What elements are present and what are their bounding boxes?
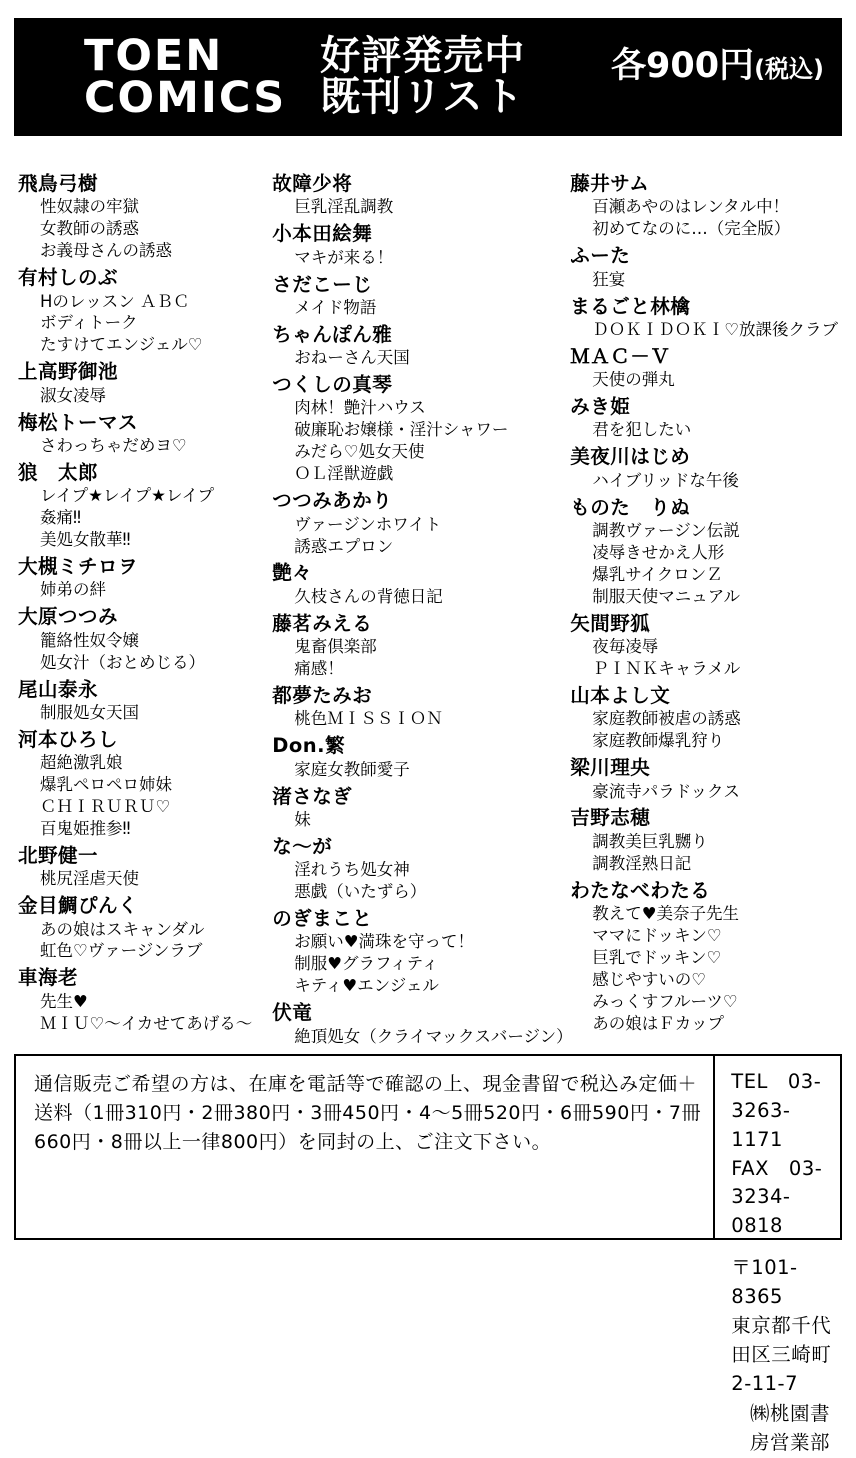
street-address: 東京都千代田区三崎町2-11-7 bbox=[731, 1313, 832, 1395]
book-title: 夜毎凌辱 bbox=[592, 637, 659, 657]
author-name: 故障少将 bbox=[272, 172, 353, 195]
fax-line: FAX 03-3234-0818 bbox=[731, 1156, 823, 1238]
book-title: ＰＩＮＫキャラメル bbox=[592, 659, 741, 678]
author-name: 大槻ミチロヲ bbox=[18, 555, 139, 579]
book-title: 性奴隷の牢獄 bbox=[40, 197, 139, 217]
book-title: レイプ★レイプ★レイプ bbox=[40, 486, 215, 506]
author-name: つつみあかり bbox=[272, 489, 393, 513]
footer-box bbox=[14, 1054, 842, 1455]
book-title: 豪流寺パラドックス bbox=[592, 781, 740, 801]
book-title: 百瀬あやのはレンタル中！ bbox=[592, 197, 790, 217]
book-title: 凌辱きせかえ人形 bbox=[592, 542, 725, 562]
book-title: 久枝さんの背徳日記 bbox=[294, 586, 443, 606]
book-title: 爆乳ペロペロ姉妹 bbox=[40, 775, 172, 795]
catalog-columns bbox=[14, 168, 842, 1046]
book-title: ＭＩＵ♡～イカせてあげる～ bbox=[40, 1013, 253, 1033]
book-title: あの娘はＦカップ bbox=[592, 1013, 725, 1033]
author-name: 藤井サム bbox=[570, 172, 650, 195]
author-name: ふーた bbox=[570, 244, 631, 268]
author-name: つくしの真琴 bbox=[272, 373, 393, 397]
author-name: 藤茗みえる bbox=[272, 611, 373, 635]
brand-line-2: COMICS bbox=[84, 73, 287, 123]
book-title: 肉林！艶汁ハウス bbox=[294, 398, 426, 418]
author-name: 河本ひろし bbox=[18, 727, 119, 751]
price-value: 各900円 bbox=[611, 46, 755, 86]
book-title: 鬼畜倶楽部 bbox=[294, 637, 377, 657]
contact-info bbox=[713, 1056, 840, 1455]
book-title: マキが来る！ bbox=[294, 247, 394, 267]
author-name: 北野健一 bbox=[18, 843, 99, 867]
author-name: わたなべわたる bbox=[570, 878, 711, 902]
book-title: ハイブリッドな午後 bbox=[592, 470, 739, 490]
author-name: な～が bbox=[272, 834, 333, 858]
book-title: ヴァージンホワイト bbox=[294, 514, 442, 534]
postal-code: 〒101-8365 bbox=[731, 1256, 798, 1309]
banner-headline bbox=[286, 33, 526, 120]
author-name: 山本よし文 bbox=[570, 683, 671, 707]
author-name: ちゃんぽん雅 bbox=[272, 322, 393, 346]
author-name: 渚さなぎ bbox=[272, 784, 353, 808]
author-name: 美夜川はじめ bbox=[570, 445, 691, 469]
author-name: Don.繁 bbox=[272, 734, 346, 758]
banner-headline-line-1: 好評発売中 bbox=[320, 33, 526, 80]
book-title: 処女汁（おとめじる） bbox=[40, 652, 205, 672]
catalog-column-1 bbox=[14, 168, 258, 1038]
book-title: 先生♥ bbox=[40, 991, 88, 1011]
book-title: 制服天使マニュアル bbox=[592, 586, 741, 606]
book-title: 籠絡性奴令嬢 bbox=[40, 630, 139, 650]
price-label bbox=[611, 38, 824, 88]
company-name: ㈱桃園書房営業部 bbox=[749, 1402, 830, 1455]
book-title: あの娘はスキャンダル bbox=[40, 919, 205, 939]
book-title: 制服♥グラフィティ bbox=[294, 954, 439, 974]
book-title: 君を犯したい bbox=[592, 420, 692, 440]
author-name: 梁川理央 bbox=[570, 756, 651, 780]
book-title: 感じやすいの♡ bbox=[592, 969, 706, 989]
book-title: 制服処女天国 bbox=[40, 702, 139, 722]
author-name: 車海老 bbox=[18, 966, 79, 990]
book-title: 妹 bbox=[294, 809, 311, 829]
book-title: 淑女凌辱 bbox=[40, 385, 106, 405]
book-title: 虹色♡ヴァージンラブ bbox=[40, 941, 203, 961]
banner-headline-line-2: 既刊リスト bbox=[320, 74, 525, 120]
price-tax-note: (税込) bbox=[754, 55, 824, 83]
book-title: お願い♥満珠を守って！ bbox=[294, 932, 474, 952]
book-title: キティ♥エンジェル bbox=[294, 976, 439, 996]
book-title: 天使の弾丸 bbox=[592, 370, 675, 390]
author-name: 狼 太郎 bbox=[18, 460, 99, 484]
author-name: みき姫 bbox=[570, 395, 631, 419]
book-title: 初めてなのに…（完全版） bbox=[592, 219, 791, 239]
book-title: 巨乳淫乱調教 bbox=[294, 197, 394, 217]
author-name: 有村しのぶ bbox=[18, 266, 119, 290]
book-title: 破廉恥お嬢様・淫汁シャワー bbox=[294, 420, 509, 440]
brand-logo bbox=[14, 30, 287, 123]
book-title: ＯＬ淫獣遊戯 bbox=[294, 464, 394, 484]
mail-order-info: 通信販売ご希望の方は、在庫を電話等で確認の上、現金書留で税込み定価＋送料（1冊310円・2冊380円・3冊450円・4～5冊520円・6冊590円・7冊660円・8冊以上一律800円）を同封の上、ご注文下さい。 bbox=[34, 1073, 701, 1153]
book-title: 教えて♥美奈子先生 bbox=[592, 904, 739, 923]
author-name: ものた りぬ bbox=[570, 495, 691, 519]
book-title: みっくすフルーツ♡ bbox=[592, 991, 738, 1011]
author-name: 矢間野狐 bbox=[570, 611, 651, 635]
book-title: お義母さんの誘惑 bbox=[40, 241, 172, 261]
book-title: ママにドッキン♡ bbox=[592, 925, 722, 945]
book-title: 痛感！ bbox=[294, 659, 344, 678]
book-title: 桃色ＭＩＳＳＩＯＮ bbox=[294, 709, 443, 729]
book-title: 調教ヴァージン伝説 bbox=[592, 520, 740, 540]
flyer-page bbox=[0, 18, 856, 1455]
author-name: 小本田絵舞 bbox=[272, 222, 373, 246]
author-name: 都夢たみお bbox=[272, 683, 373, 707]
telephone-line: TEL 03-3263-1171 bbox=[731, 1070, 822, 1151]
author-name: まるごと林檎 bbox=[570, 294, 691, 318]
catalog-column-3 bbox=[550, 168, 842, 1038]
book-title: 姦痛‼ bbox=[40, 508, 82, 528]
book-title: メイド物語 bbox=[294, 297, 377, 317]
book-title: 調教淫熟日記 bbox=[592, 853, 692, 873]
author-name: 吉野志穂 bbox=[570, 806, 651, 830]
author-name: 飛鳥弓樹 bbox=[18, 172, 99, 195]
header-banner bbox=[14, 18, 842, 136]
author-name: のぎまこと bbox=[272, 907, 373, 930]
book-title: たすけてエンジェル♡ bbox=[40, 335, 203, 355]
book-title: 淫れうち処女神 bbox=[294, 860, 410, 880]
book-title: 悪戯（いたずら） bbox=[294, 882, 427, 902]
author-name: 艶々 bbox=[272, 561, 313, 585]
book-title: 桃尻淫虐天使 bbox=[40, 869, 139, 889]
author-name: 金目鯛ぴんく bbox=[18, 894, 139, 918]
author-name: 上高野御池 bbox=[18, 360, 119, 384]
book-title: 家庭教師被虐の誘惑 bbox=[592, 709, 741, 729]
book-title: 爆乳サイクロンＺ bbox=[592, 564, 723, 584]
book-title: 百鬼姫推参‼ bbox=[40, 818, 131, 838]
book-title: 美処女散華‼ bbox=[40, 530, 131, 550]
book-title: ＤＯＫＩＤＯＫＩ♡放課後クラブ bbox=[592, 319, 838, 339]
author-name: 梅松トーマス bbox=[18, 410, 139, 434]
book-title: さわっちゃだめヨ♡ bbox=[40, 435, 187, 455]
author-name: さだこーじ bbox=[272, 272, 373, 296]
book-title: ＣＨＩＲＵＲＵ♡ bbox=[40, 797, 171, 817]
book-title: 姉弟の絆 bbox=[40, 580, 106, 600]
author-name: 尾山泰永 bbox=[18, 677, 99, 701]
book-title: おねーさん天国 bbox=[294, 348, 410, 368]
book-title: 家庭女教師愛子 bbox=[294, 759, 410, 779]
author-name: ＭＡＣ－Ｖ bbox=[570, 344, 671, 368]
book-title: 女教師の誘惑 bbox=[40, 219, 139, 239]
book-title: みだら♡処女天使 bbox=[294, 442, 425, 462]
brand-line-1: TOEN bbox=[84, 30, 224, 81]
book-title: 狂宴 bbox=[592, 269, 626, 289]
book-title: Hのレッスン ＡＢＣ bbox=[40, 291, 190, 311]
book-title: 巨乳でドッキン♡ bbox=[592, 947, 722, 967]
author-name: 伏竜 bbox=[272, 1001, 313, 1025]
author-name: 大原つつみ bbox=[18, 605, 119, 629]
book-title: 家庭教師爆乳狩り bbox=[592, 731, 725, 751]
catalog-column-2 bbox=[258, 168, 573, 1046]
book-title: 超絶激乳娘 bbox=[40, 753, 123, 773]
book-title: 誘惑エプロン bbox=[294, 536, 394, 556]
book-title: ボディトーク bbox=[40, 313, 138, 333]
book-title: 絶頂処女（クライマックスバージン） bbox=[294, 1026, 573, 1046]
book-title: 調教美巨乳嬲り bbox=[592, 831, 708, 851]
